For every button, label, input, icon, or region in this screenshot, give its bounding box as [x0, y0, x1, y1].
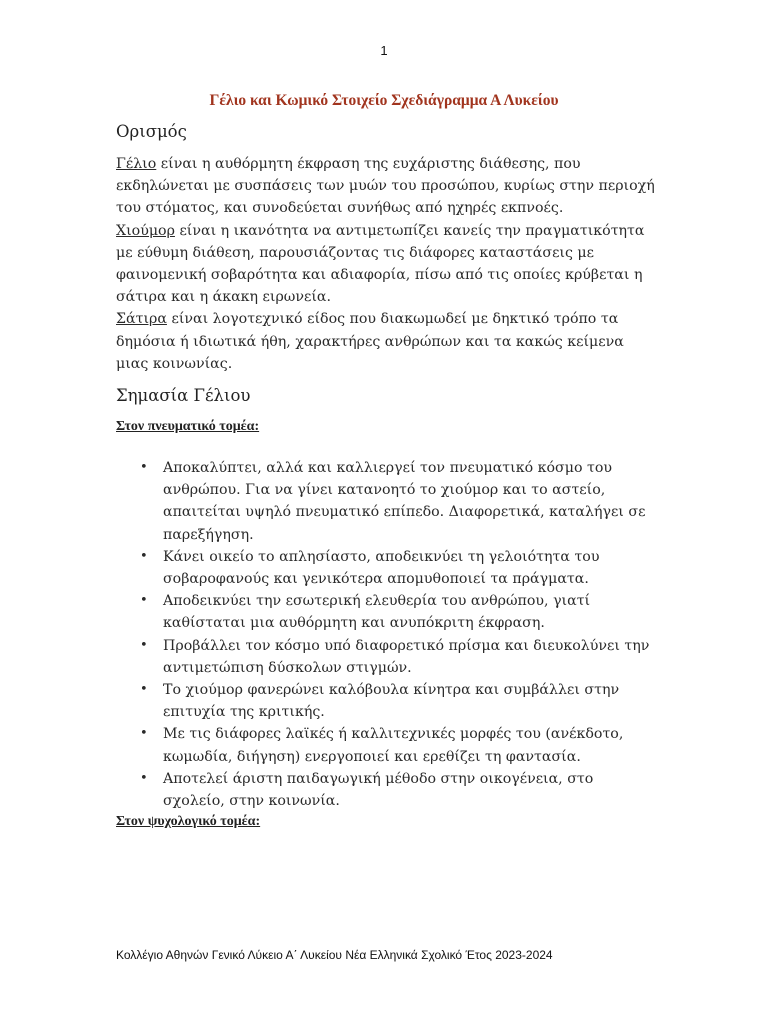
definitions	[116, 153, 656, 375]
list-item: • Προβάλλει τον κόσμο υπό διαφορετικό πρίσμα και διευκολύνει την αντιμετώπιση δύσκολων στιγμών.	[163, 635, 656, 679]
document-body	[116, 120, 656, 832]
spiritual-points-list	[116, 457, 656, 812]
term-laughter: Γέλιο	[116, 156, 157, 172]
definition-laughter-text: είναι η αυθόρμητη έκφραση της ευχάριστης διάθεσης, που εκδηλώνεται με συσπάσεις των μυών του προσώπου, κυρίως στην περιοχή του στόματος, και συνοδεύεται συνήθως από ηχηρές εκπνοές.	[116, 156, 655, 217]
list-item: • Αποτελεί άριστη παιδαγωγική μέθοδο στην οικογένεια, στο σχολείο, στην κοινωνία.	[163, 768, 656, 812]
psychological-subheading: Στον ψυχολογικό τομέα:	[116, 814, 261, 830]
term-humor: Χιούμορ	[116, 222, 175, 239]
list-item: • Το χιούμορ φανερώνει καλόβουλα κίνητρα και συμβάλλει στην επιτυχία της κριτικής.	[163, 679, 656, 723]
importance-heading: Σημασία Γέλιου	[116, 386, 251, 406]
definition-satire	[116, 308, 656, 375]
definition-laughter	[116, 153, 656, 220]
list-item: • Αποκαλύπτει, αλλά και καλλιεργεί τον πνευματικό κόσμο του ανθρώπου. Για να γίνει κατανοητό το χιούμορ και το αστείο, απαιτείται υψηλό πνευματικό επίπεδο. Διαφορετικά, καταλήγει σε παρεξήγηση.	[163, 457, 656, 546]
list-item: • Αποδεικνύει την εσωτερική ελευθερία του ανθρώπου, γιατί καθίσταται μια αυθόρμητη και ανυπόκριτη έκφραση.	[163, 590, 656, 634]
definition-heading: Ορισμός	[116, 122, 187, 141]
definition-satire-text: είναι λογοτεχνικό είδος που διακωμωδεί με δηκτικό τρόπο τα δημόσια ή ιδιωτικά ήθη, χαρακτήρες ανθρώπων και τα κακώς κείμενα μιας κοινωνίας.	[116, 311, 624, 372]
term-satire: Σάτιρα	[116, 311, 167, 328]
page-footer: Κολλέγιο Αθηνών Γενικό Λύκειο Α΄ Λυκείου Νέα Ελληνικά Σχολικό Έτος 2023-2024	[116, 948, 553, 962]
page-number: 1	[380, 43, 388, 58]
definition-humor-text: είναι η ικανότητα να αντιμετωπίζει κανείς την πραγματικότητα με εύθυμη διάθεση, παρουσιάζοντας τις διάφορες καταστάσεις με φαινομενική σοβαρότητα και αδιαφορία, πίσω από τις οποίες κρύβεται η σάτιρα και η άκακη ειρωνεία.	[116, 222, 645, 306]
definition-humor	[116, 220, 656, 309]
spiritual-subheading: Στον πνευματικό τομέα:	[116, 419, 260, 435]
list-item: • Κάνει οικείο το απλησίαστο, αποδεικνύει τη γελοιότητα του σοβαροφανούς και γενικότερα απομυθοποιεί τα πράγματα.	[163, 546, 656, 590]
document-title: Γέλιο και Κωμικό Στοιχείο Σχεδιάγραμμα Α Λυκείου	[209, 92, 559, 109]
list-item: • Με τις διάφορες λαϊκές ή καλλιτεχνικές μορφές του (ανέκδοτο, κωμωδία, διήγηση) ενεργοποιεί και ερεθίζει τη φαντασία.	[163, 723, 656, 767]
